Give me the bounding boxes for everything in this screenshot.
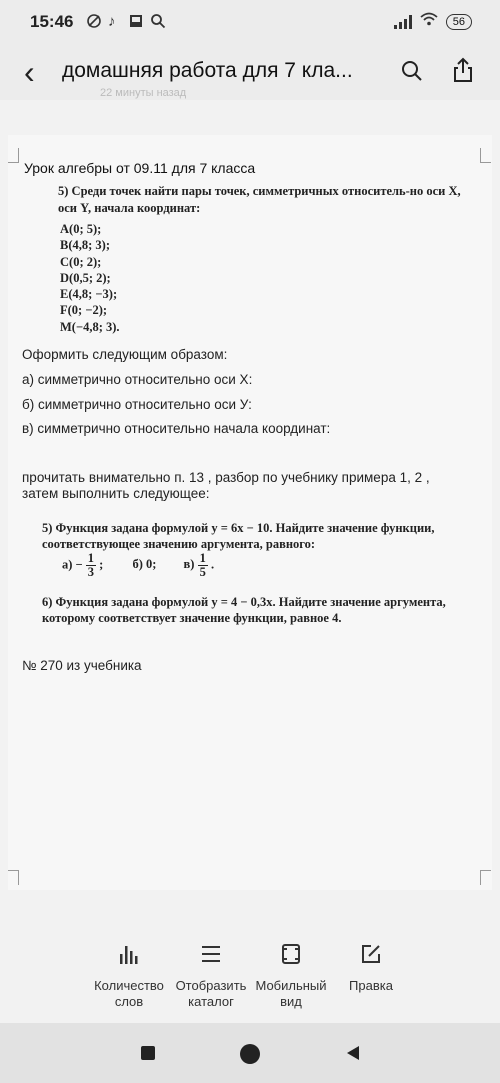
func5-text: 5) Функция задана формулой y = 6x − 10. Найдите значение функции, соответствующее значению аргумента, равного: <box>42 521 435 551</box>
task5-text: 5) Среди точек найти пары точек, симметричных относитель-но оси X, оси Y, начала координат: <box>58 184 461 215</box>
func6-text: 6) Функция задана формулой y = 4 − 0,3x. Найдите значение аргумента, которому соответствует значение функции, равное 4. <box>42 595 446 625</box>
page-subtitle: 22 минуты назад <box>100 87 187 99</box>
func5-a-label: а) − <box>62 557 83 572</box>
edit-button[interactable] <box>326 928 416 994</box>
search-icon <box>150 13 166 33</box>
fraction: $\frac{1}{5}$ <box>199 551 206 579</box>
bottom-toolbar <box>0 928 500 1008</box>
format-intro: Оформить следующим образом: <box>22 347 228 362</box>
func5-c-label: в) <box>183 557 195 572</box>
signal-icon <box>394 15 412 29</box>
tiktok-icon: ♪ <box>108 13 116 30</box>
mobile-view-button[interactable] <box>246 928 336 1010</box>
bar-chart-icon <box>117 942 141 966</box>
recents-button[interactable] <box>139 1044 157 1067</box>
func5-options: а) − $\frac{1}{3}$ ; б) 0; в) $\frac{1}{5}$ . <box>62 551 215 579</box>
edit-icon <box>359 942 383 966</box>
func5-b: б) 0; <box>132 557 157 572</box>
share-icon[interactable] <box>452 57 474 88</box>
page-corner-marker <box>8 148 19 163</box>
page-corner-marker <box>8 870 19 885</box>
format-c: в) симметрично относительно начала координат: <box>22 421 331 436</box>
format-b: б) симметрично относительно оси У: <box>22 397 252 412</box>
read-instruction: прочитать внимательно п. 13 , разбор по учебнику примера 1, 2 , затем выполнить следующее: <box>22 470 430 501</box>
fraction: $\frac{1}{3}$ <box>87 551 95 579</box>
app-header <box>0 44 500 100</box>
page-corner-marker <box>480 148 491 163</box>
page-title: домашняя работа для 7 кла... <box>62 59 353 82</box>
word-count-button[interactable] <box>84 928 174 1010</box>
point-item: A(0; 5); <box>60 222 102 236</box>
status-time: 15:46 <box>30 12 74 31</box>
page-corner-marker <box>480 870 491 885</box>
inbox-icon <box>128 13 144 33</box>
edit-label: Правка <box>349 978 393 993</box>
home-button[interactable] <box>238 1042 262 1071</box>
point-item: M(−4,8; 3). <box>60 319 120 334</box>
point-item: D(0,5; 2); <box>60 270 111 285</box>
points-list <box>60 221 120 335</box>
back-nav-button[interactable] <box>344 1044 362 1067</box>
point-item: E(4,8; −3); <box>60 287 118 302</box>
back-icon[interactable]: ‹ <box>24 54 35 90</box>
catalog-label: Отобразить каталог <box>175 978 247 1009</box>
word-count-label: Количество слов <box>94 978 164 1009</box>
wifi-icon <box>420 12 438 31</box>
textbook-task: № 270 из учебника <box>22 658 142 673</box>
catalog-button[interactable] <box>166 928 256 1010</box>
battery-indicator: 56 <box>446 14 472 30</box>
format-a: а) симметрично относительно оси Х: <box>22 372 253 387</box>
mobile-view-icon <box>279 942 303 966</box>
point-item: C(0; 2); <box>60 254 102 269</box>
list-icon <box>199 942 223 966</box>
status-bar <box>0 0 500 44</box>
document-heading: Урок алгебры от 09.11 для 7 класса <box>24 160 256 176</box>
mobile-view-label: Мобильный вид <box>255 978 327 1009</box>
point-item: F(0; −2); <box>60 303 108 318</box>
search-icon[interactable] <box>400 59 424 88</box>
point-item: B(4,8; 3); <box>60 238 110 253</box>
system-nav-bar <box>0 1023 500 1083</box>
do-not-disturb-icon <box>86 13 102 33</box>
